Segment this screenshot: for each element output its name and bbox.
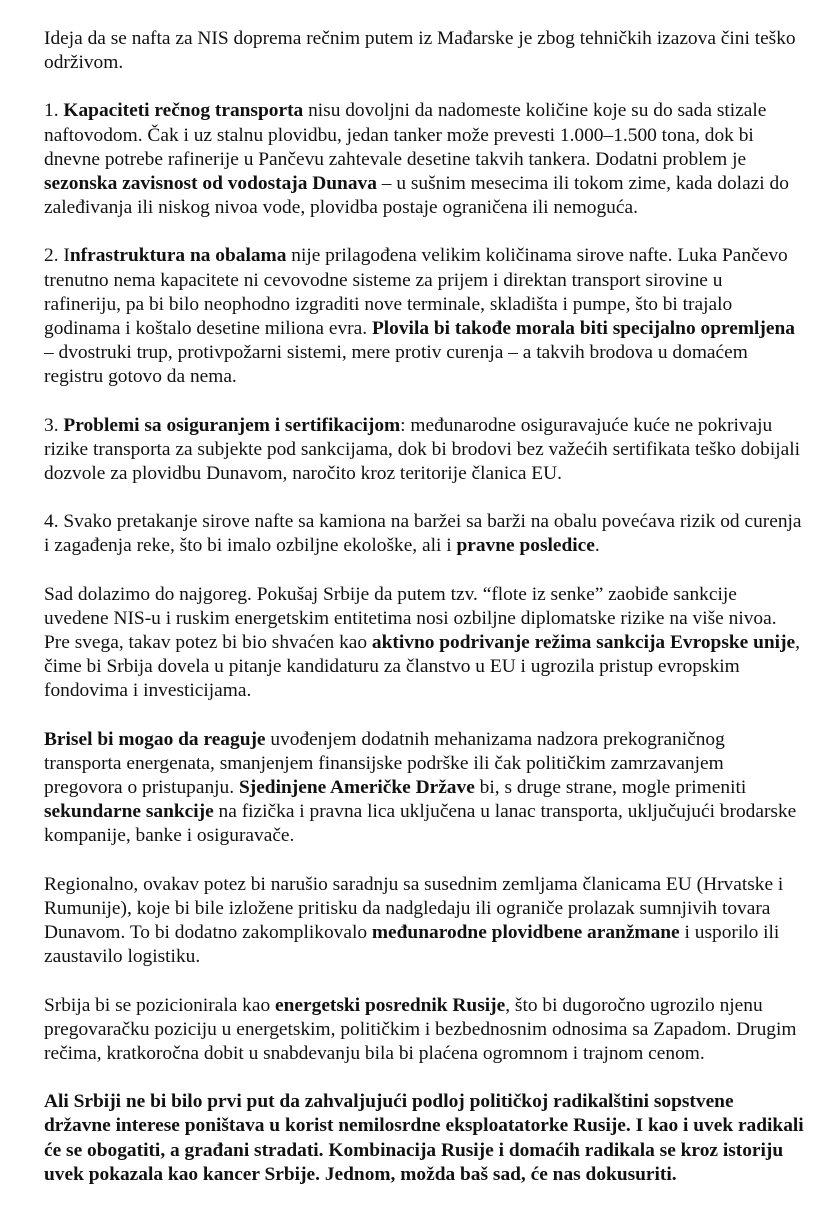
text-segment: Srbija bi se pozicionirala kao	[44, 994, 276, 1016]
paragraph-brussels	[44, 728, 804, 849]
bold-phrase: Kapaciteti rečnog transporta	[63, 100, 304, 122]
text-segment: 3.	[44, 414, 64, 436]
paragraph-point-1	[44, 99, 804, 220]
text-segment: 1.	[44, 100, 64, 122]
text-segment: na fizička i pravna lica uključena u lanac transporta, uključujući brodarske kompanije, banke i osiguravače.	[44, 801, 797, 847]
text-segment: nije prilagođena velikim količinama sirove nafte. Luka Pančevo trenutno nema kapacitete ni cevovodne sisteme za prijem i direktan transport sirovine u rafineriju, pa bi bilo neophodno izgraditi nove terminale, skladišta i pumpe, što bi trajalo godinama i koštalo desetine miliona evra.	[44, 245, 788, 340]
paragraph-shadow-fleet	[44, 583, 804, 704]
text-segment: Ideja da se nafta za NIS doprema rečnim putem iz Mađarske je zbog tehničkih izazova čini teško održivom.	[44, 28, 796, 74]
paragraph-point-3	[44, 414, 804, 487]
text-segment: Sad dolazimo do najgoreg. Pokušaj Srbije da putem tzv. “flote iz senke” zaobiđe sankcije uvedene NIS-u i ruskim energetskim entitetima nosi ozbiljne diplomatske rizike na više nivoa. Pre svega, takav potez bi bio shvaćen kao	[44, 583, 777, 654]
bold-phrase: aktivno podrivanje režima sankcija Evropske unije	[371, 632, 796, 654]
bold-phrase: Brisel bi mogao da reaguje	[44, 728, 266, 750]
text-segment: Regionalno, ovakav potez bi narušio saradnju sa susednim zemljama članicama EU (Hrvatske i Rumunije), koje bi bile izložene pritisku da nadgledaju ili ograniče prolazak sumnjivih tovara Dunavom. To bi dodatno zakomplikovalo	[44, 873, 784, 944]
paragraph-point-2	[44, 244, 804, 389]
bold-phrase: Ali Srbiji ne bi bilo prvi put da zahvaljujući podloj političkoj radikalštini sopstvene državne interese poništava u korist nemilosrdne eksploatatorke Rusije. I kao i uvek radikali će se obogatiti, a građani stradati. Kombinacija Rusije i domaćih radikala se kroz istoriju uvek pokazala kao kancer Srbije. Jednom, možda baš sad, će nas dokusuriti.	[44, 1091, 804, 1185]
bold-phrase: Sjedinjene Američke Države	[238, 777, 475, 799]
bold-phrase: nfrastruktura na obalama	[69, 245, 287, 267]
bold-phrase: međunarodne plovidbene aranžmane	[371, 922, 680, 944]
bold-phrase: sezonska zavisnost od vodostaja Dunava	[44, 173, 377, 195]
article-body	[44, 27, 804, 1211]
text-segment: – u sušnim mesecima ili tokom zime, kada dolazi do zaleđivanja ili niskog nivoa vode, plovidba postaje ograničena ili nemoguća.	[44, 173, 789, 219]
bold-phrase: pravne posledice	[456, 535, 595, 557]
text-segment: 2. I	[44, 245, 70, 267]
text-segment: nisu dovoljni da nadomeste količine koje su do sada stizale naftovodom. Čak i uz stalnu plovidbu, jedan tanker može prevesti 1.000–1.500 tona, dok bi dnevne potrebe rafinerije u Pančevu zahtevale desetine takvih tankera. Dodatni problem je	[44, 100, 767, 170]
text-segment: , što bi dugoročno ugrozilo njenu pregovaračku poziciju u energetskim, političkim i bezbednosnim odnosima sa Zapadom. Drugim rečima, kratkoročna dobit u snabdevanju bila bi plaćena ogromnom i trajnom cenom.	[44, 994, 797, 1064]
text-segment: , čime bi Srbija dovela u pitanje kandidaturu za članstvo u EU i ugrozila pristup evropskim fondovima i investicijama.	[44, 632, 800, 702]
paragraph-conclusion	[44, 1090, 804, 1187]
text-segment: bi, s druge strane, mogle primeniti	[474, 777, 747, 799]
paragraph-point-4	[44, 510, 804, 558]
paragraph-energy-broker	[44, 994, 804, 1067]
text-segment: : međunarodne osiguravajuće kuće ne pokrivaju rizike transporta za subjekte pod sankcijama, dok bi brodovi bez važećih sertifikata teško dobijali dozvole za plovidbu Dunavom, naročito kroz teritorije članica EU.	[44, 414, 800, 485]
bold-phrase: sekundarne sankcije	[44, 801, 214, 823]
text-segment: – dvostruki trup, protivpožarni sistemi, mere protiv curenja – a takvih brodova u domaćem registru gotovo da nema.	[44, 342, 748, 388]
text-segment: i usporilo ili zaustavilo logistiku.	[44, 922, 780, 968]
paragraph-intro	[44, 27, 804, 75]
bold-phrase: energetski posrednik Rusije	[275, 994, 506, 1016]
text-segment: .	[594, 535, 600, 557]
bold-phrase: Plovila bi takođe morala biti specijalno opremljena	[371, 318, 795, 340]
text-segment: uvođenjem dodatnih mehanizama nadzora prekograničnog transporta energenata, smanjenjem finansijske podrške ili čak političkim zamrzavanjem pregovora o pristupanju.	[44, 728, 725, 799]
text-segment: 4. Svako pretakanje sirove nafte sa kamiona na baržei sa barži na obalu povećava rizik od curenja i zagađenja reke, što bi imalo ozbiljne ekološke, ali i	[44, 511, 802, 557]
bold-phrase: Problemi sa osiguranjem i sertifikacijom	[63, 414, 401, 436]
paragraph-regional	[44, 873, 804, 970]
